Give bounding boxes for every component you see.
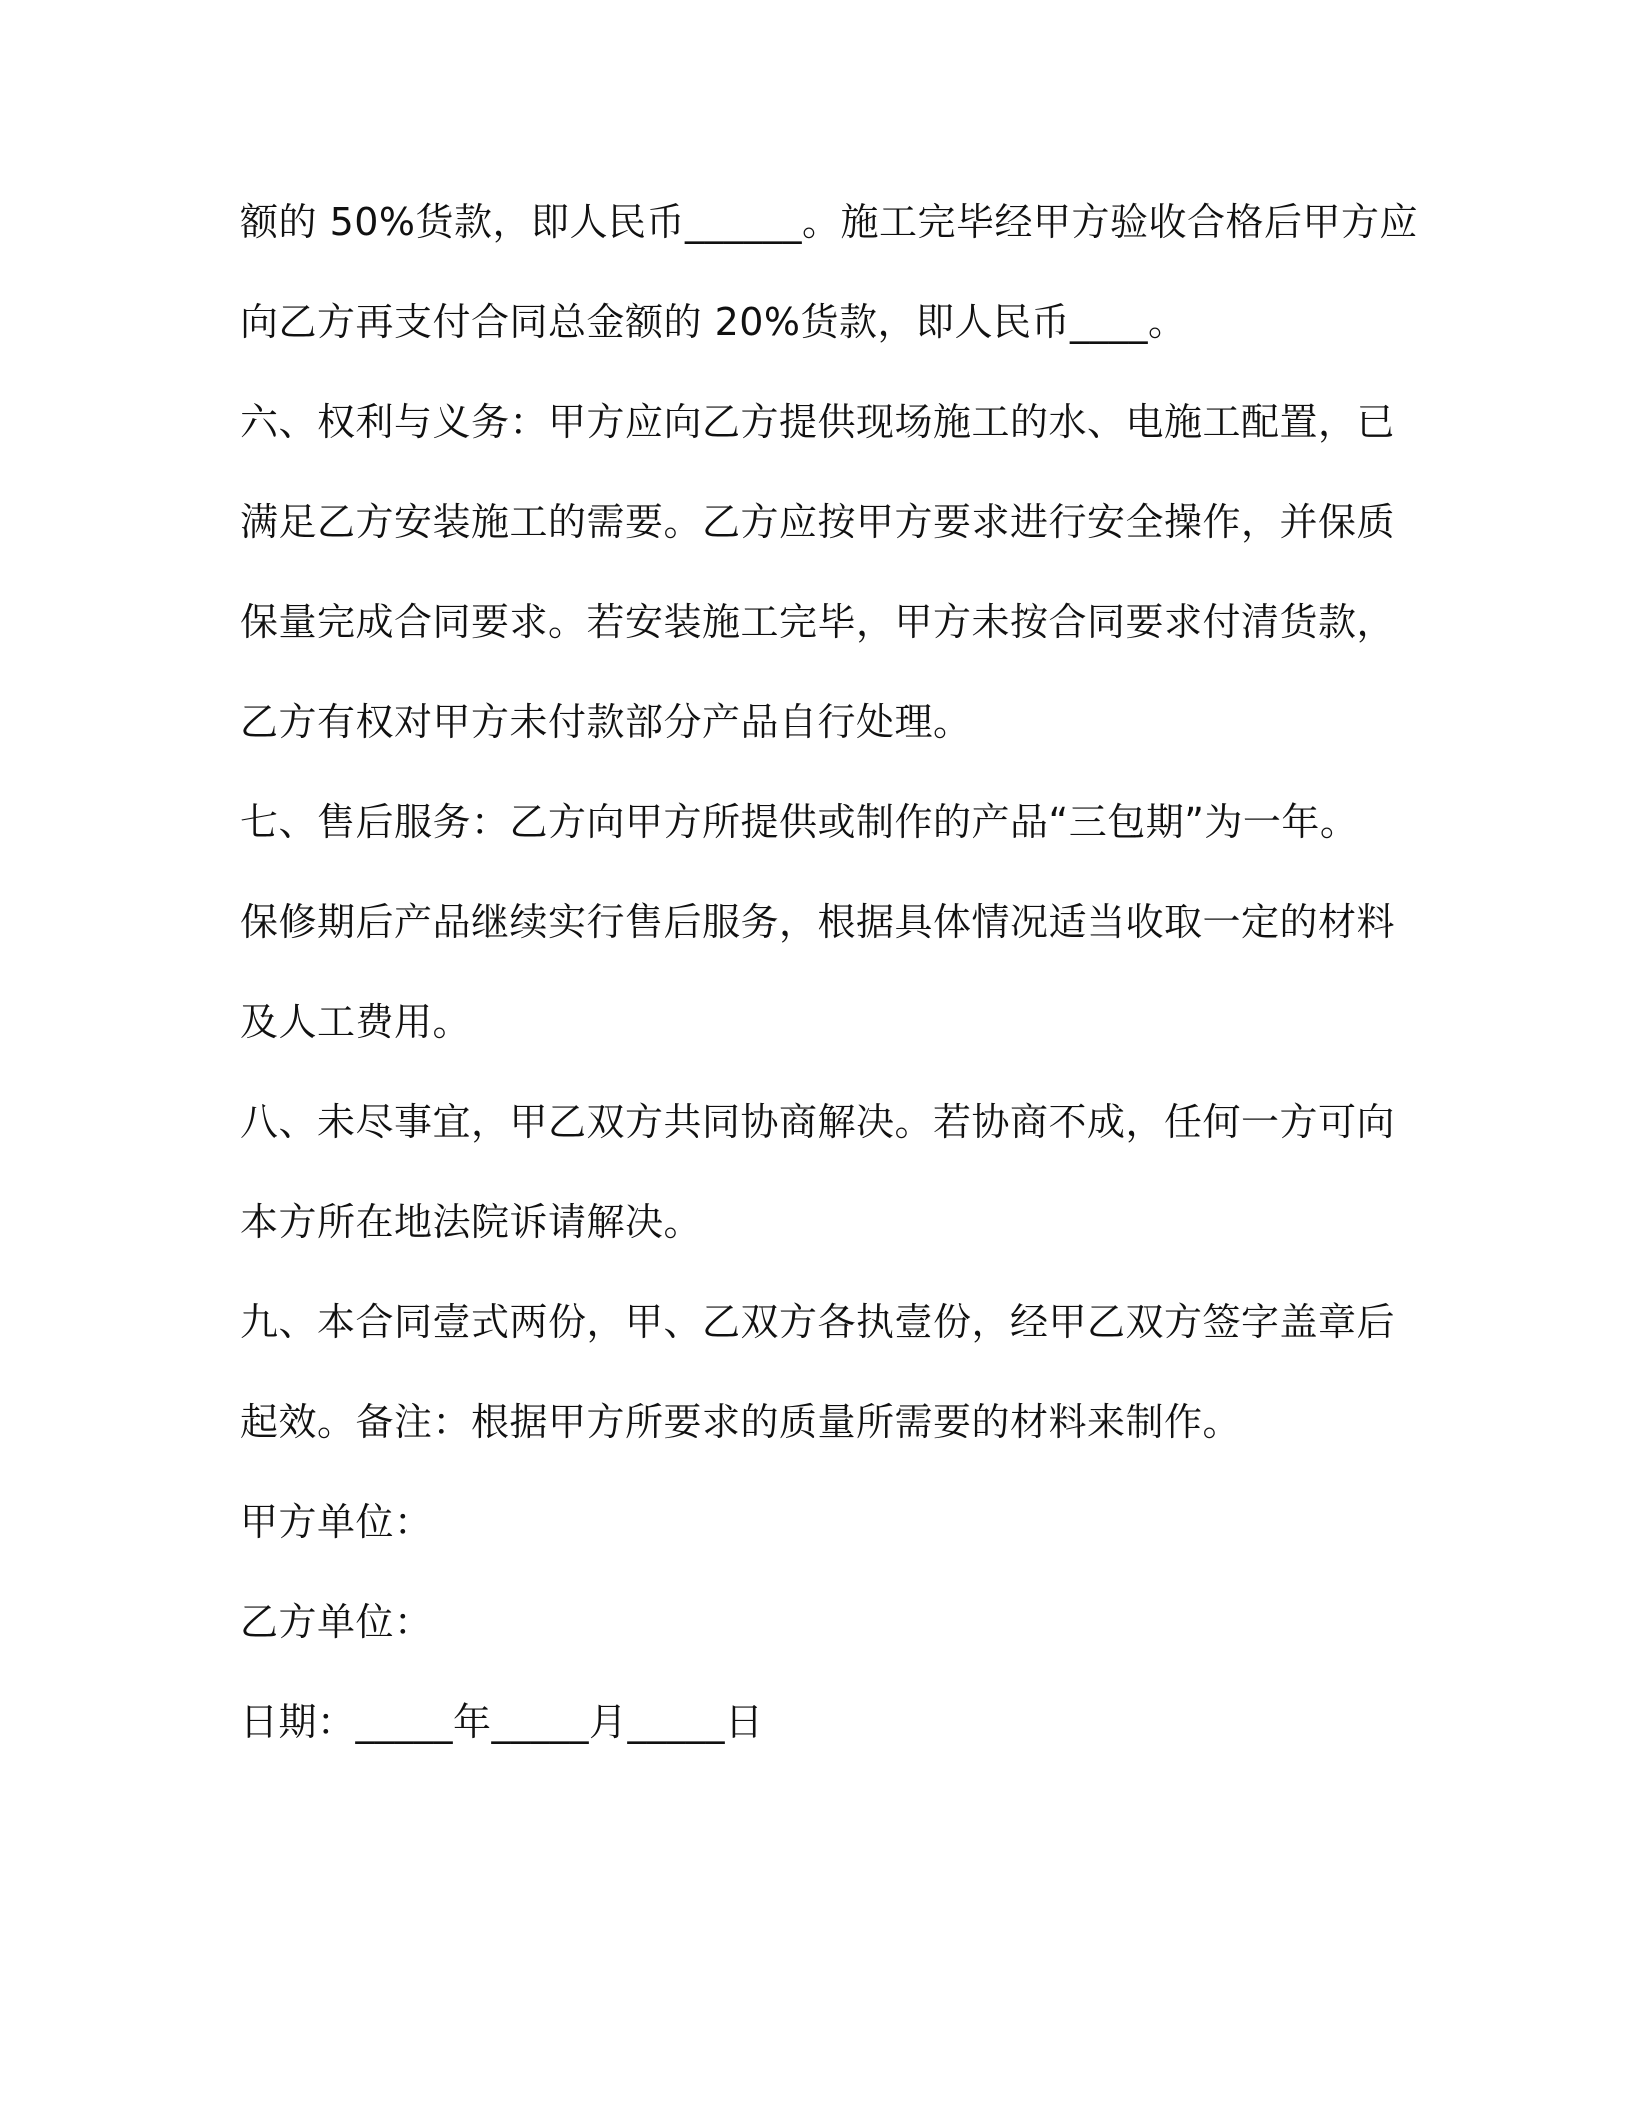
rights-obligations-line-3: 保量完成合同要求。若安装施工完毕，甲方未按合同要求付清货款， xyxy=(240,600,1396,644)
after-sales-line-3: 及人工费用。 xyxy=(240,1000,472,1044)
rights-obligations-line-2: 满足乙方安装施工的需要。乙方应按甲方要求进行安全操作，并保质 xyxy=(240,500,1396,544)
unresolved-matters-line-1: 八、未尽事宜，甲乙双方共同协商解决。若协商不成，任何一方可向 xyxy=(240,1100,1396,1144)
after-sales-line-2: 保修期后产品继续实行售后服务，根据具体情况适当收取一定的材料 xyxy=(240,900,1396,944)
payment-terms-line-2: 向乙方再支付合同总金额的 20%货款，即人民币____。 xyxy=(240,300,1187,344)
rights-obligations-line-1: 六、权利与义务：甲方应向乙方提供现场施工的水、电施工配置，已 xyxy=(240,400,1396,444)
unresolved-matters-line-2: 本方所在地法院诉请解决。 xyxy=(240,1200,703,1244)
date-line: 日期：_____年_____月_____日 xyxy=(240,1700,764,1744)
party-a-label: 甲方单位： xyxy=(240,1500,433,1544)
contract-copies-line-2: 起效。备注：根据甲方所要求的质量所需要的材料来制作。 xyxy=(240,1400,1242,1444)
party-b-label: 乙方单位： xyxy=(240,1600,433,1644)
payment-terms-line-1: 额的 50%货款，即人民币______。施工完毕经甲方验收合格后甲方应 xyxy=(240,200,1419,244)
rights-obligations-line-4: 乙方有权对甲方未付款部分产品自行处理。 xyxy=(240,700,972,744)
contract-copies-line-1: 九、本合同壹式两份，甲、乙双方各执壹份，经甲乙双方签字盖章后 xyxy=(240,1300,1396,1344)
after-sales-line-1: 七、售后服务：乙方向甲方所提供或制作的产品“三包期”为一年。 xyxy=(240,800,1359,844)
